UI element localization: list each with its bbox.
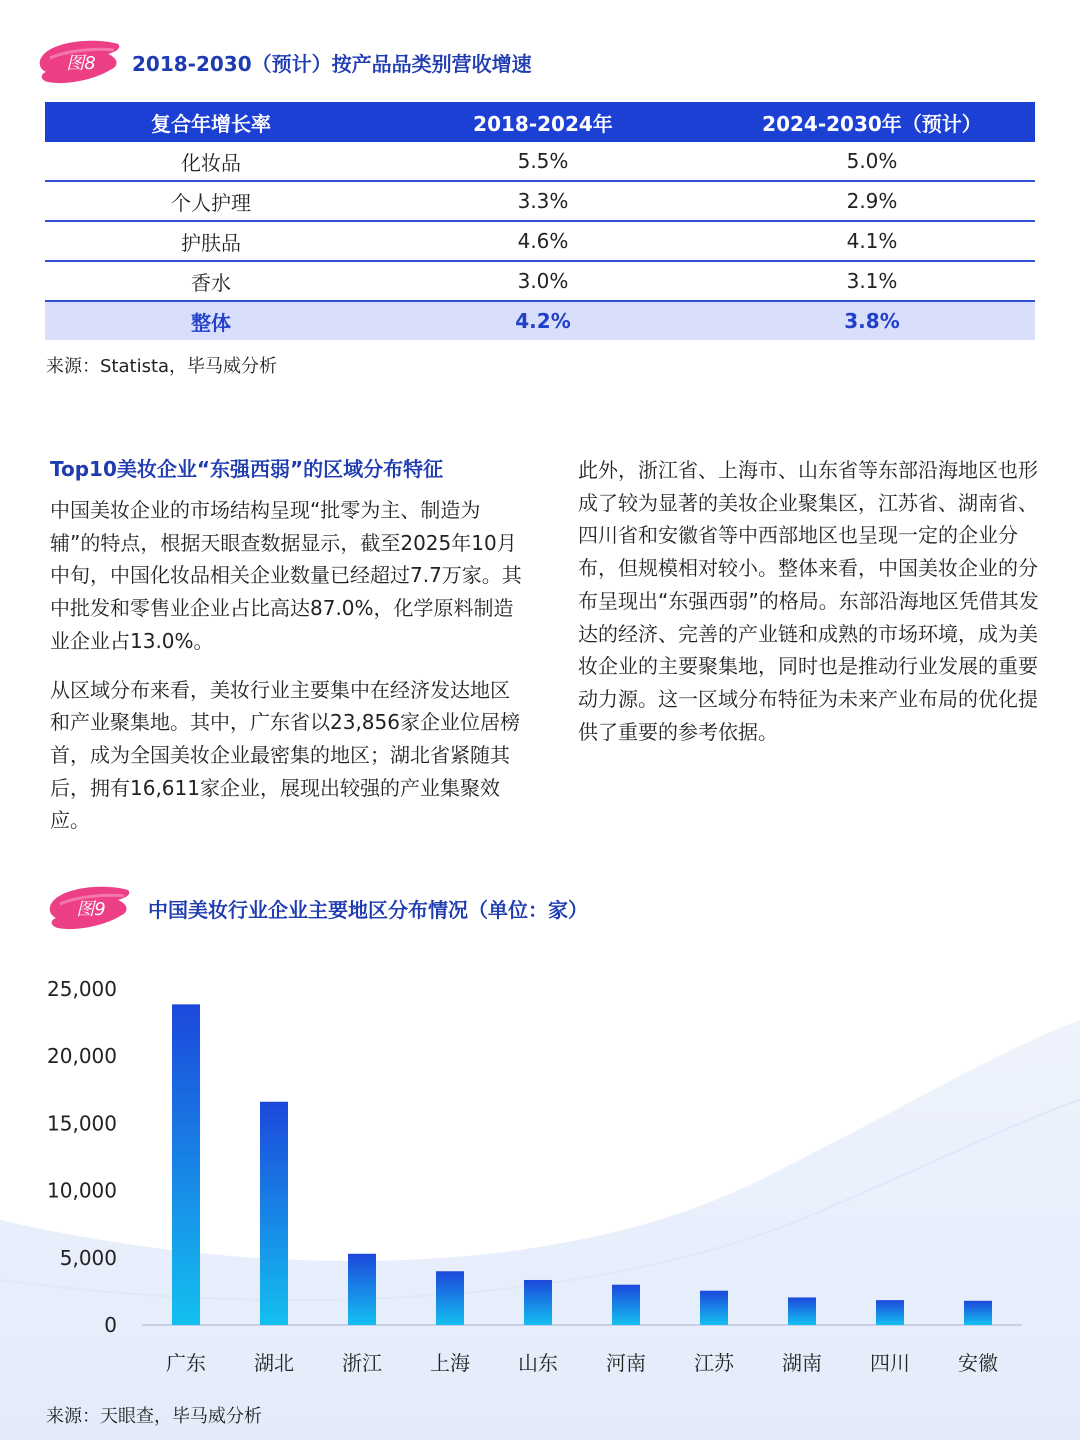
- table-cell: 3.3%: [377, 181, 709, 221]
- y-tick-label: 15,000: [47, 1111, 117, 1136]
- table-cell: 4.1%: [709, 221, 1035, 261]
- table-cell: 3.1%: [709, 261, 1035, 301]
- x-tick-label: 山东: [518, 1351, 558, 1375]
- table-cell: 2.9%: [709, 181, 1035, 221]
- table-header-cell: 2024-2030年（预计）: [709, 102, 1035, 142]
- x-tick-label: 安徽: [958, 1351, 998, 1375]
- fig9-badge-label: 图9: [76, 899, 106, 920]
- y-tick-label: 5,000: [59, 1245, 117, 1270]
- y-tick-label: 25,000: [47, 977, 117, 1001]
- section-heading: Top10美妆企业“东强西弱”的区域分布特征: [50, 457, 444, 481]
- table-cell: 化妆品: [45, 142, 377, 181]
- table-cell: 3.8%: [709, 301, 1035, 340]
- table-cell: 4.2%: [377, 301, 709, 340]
- x-tick-label: 广东: [166, 1351, 206, 1375]
- x-tick-label: 湖北: [254, 1351, 294, 1375]
- table-cell: 3.0%: [377, 261, 709, 301]
- table-cell: 整体: [45, 301, 377, 340]
- paragraph: 中国美妆企业的市场结构呈现“批零为主、制造为辅”的特点，根据天眼查数据显示，截至2025年10月中旬，中国化妆品相关企业数量已经超过7.7万家。其中批发和零售业企业占比高达87.0%，化学原料制造业企业占13.0%。: [50, 498, 522, 653]
- bar-1: [172, 1004, 200, 1325]
- fig8-badge: [38, 36, 124, 88]
- table-header-cell: 复合年增长率: [45, 102, 377, 142]
- fig9-badge: [48, 882, 134, 934]
- x-tick-label: 湖南: [782, 1351, 822, 1375]
- bar-4: [436, 1271, 464, 1325]
- table-row: [45, 261, 1035, 301]
- table-header-cell: 2018-2024年: [377, 102, 709, 142]
- growth-rate-table: [45, 102, 1035, 340]
- table-cell: 5.5%: [377, 142, 709, 181]
- fig9-header: [48, 882, 588, 934]
- fig8-header: [38, 36, 532, 88]
- x-tick-label: 江苏: [694, 1351, 734, 1375]
- x-tick-label: 河南: [606, 1351, 646, 1375]
- table-cell: 个人护理: [45, 181, 377, 221]
- fig8-source: 来源：Statista，毕马威分析: [46, 356, 278, 377]
- bar-3: [348, 1254, 376, 1325]
- x-tick-label: 四川: [870, 1351, 910, 1375]
- fig9-title: 中国美妆行业企业主要地区分布情况（单位：家）: [148, 897, 588, 922]
- table-cell: 4.6%: [377, 221, 709, 261]
- fig8-title: 2018-2030（预计）按产品品类别营收增速: [132, 51, 532, 76]
- bar-10: [964, 1301, 992, 1325]
- y-tick-label: 0: [104, 1313, 117, 1337]
- bar-8: [788, 1297, 816, 1325]
- bar-2: [260, 1102, 288, 1325]
- left-text-column: [50, 454, 522, 853]
- table-cell: 香水: [45, 261, 377, 301]
- bar-5: [524, 1280, 552, 1325]
- fig9-source: 来源：天眼查，毕马威分析: [46, 1406, 262, 1427]
- region-bar-chart: [0, 960, 1080, 1400]
- y-tick-label: 20,000: [47, 1044, 117, 1069]
- paragraph: 此外，浙江省、上海市、山东省等东部沿海地区也形成了较为显著的美妆企业聚集区，江苏省、湖南省、四川省和安徽省等中西部地区也呈现一定的企业分布，但规模相对较小。整体来看，中国美妆企业的分布呈现出“东强西弱”的格局。东部沿海地区凭借其发达的经济、完善的产业链和成熟的市场环境，成为美妆企业的主要聚集地，同时也是推动行业发展的重要动力源。这一区域分布特征为未来产业布局的优化提供了重要的参考依据。: [578, 458, 1039, 744]
- bar-6: [612, 1285, 640, 1325]
- x-tick-label: 浙江: [342, 1351, 382, 1375]
- bar-7: [700, 1291, 728, 1325]
- bar-9: [876, 1300, 904, 1325]
- table-header-row: [45, 102, 1035, 142]
- table-row: [45, 142, 1035, 181]
- table-cell: 护肤品: [45, 221, 377, 261]
- table-cell: 5.0%: [709, 142, 1035, 181]
- table-row: [45, 221, 1035, 261]
- paragraph: 从区域分布来看，美妆行业主要集中在经济发达地区和产业聚集地。其中，广东省以23,856家企业位居榜首，成为全国美妆企业最密集的地区；湖北省紧随其后，拥有16,611家企业，展现出较强的产业集聚效应。: [50, 677, 520, 833]
- table-row: [45, 181, 1035, 221]
- right-text-column: [578, 454, 1048, 764]
- x-tick-label: 上海: [430, 1351, 470, 1375]
- fig8-badge-label: 图8: [66, 53, 96, 74]
- y-tick-label: 10,000: [47, 1178, 117, 1203]
- table-total-row: [45, 301, 1035, 340]
